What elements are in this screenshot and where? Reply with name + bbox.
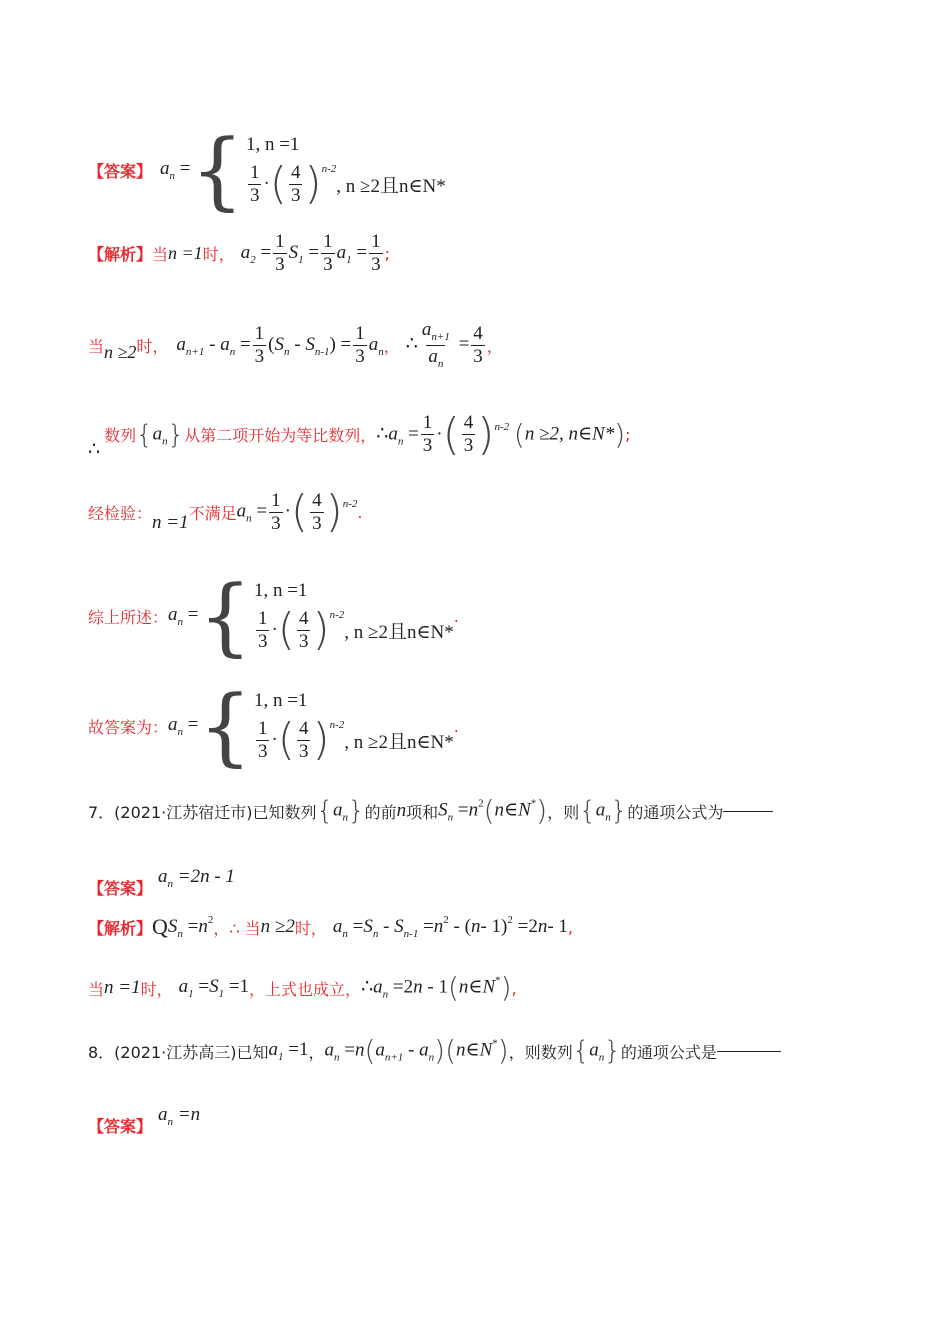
summary-cases: { 1, n =1 $\frac{1}{3}$ · ( $\frac{4}{3}$ ) n-2 , n ≥2且n∈N* (198, 567, 454, 665)
analysis-tag: 【解析】 (88, 244, 153, 264)
case-2: $\frac{1}{3}$ · ( $\frac{4}{3}$ ) n-2 , n ≥2且n∈N* (249, 158, 446, 209)
q6-answer-line (88, 121, 446, 219)
answer-blank (717, 1051, 781, 1052)
answer-blank (723, 811, 773, 812)
formula-recurrence: $a_{n+1} - a_n$ = $\frac{1}{3}$ $(S_n - S_{n-1})$ = $\frac{1}{3}$ $a_n$ (176, 322, 384, 367)
case-1: 1, n =1 (245, 134, 300, 155)
q8-question: 8．(2021·江苏高三)已知 $a_1 =1$ ， $a_n =n(a_{n+1}$ - $a_n)(n\in N^*)$ ，则数列 $\{a_n\}$ 的通项公式是 (88, 1036, 781, 1066)
formula-a2: $a_2$ = $\frac{1}{3}$ $S_1$ = $\frac{1}{3}$ $a_1$ = $\frac{1}{3}$ (240, 231, 381, 275)
q7-analysis2: 当 n =1 时， $a_1 =S_1 =1$ ，上式也成立， $\therefore a_n =2n$ - 1(n∈N*) , (88, 971, 517, 1004)
q6-check-line: 经检验： n =1 不满足 $a_n$ = $\frac{1}{3}$ ·( $\frac{4}{3}$ )$^{n-2}$ . (88, 486, 363, 537)
q8-answer: 【答案】 $a_n =n$ (88, 1103, 201, 1136)
q6-analysis-line2: 当 n ≥2 时， $a_{n+1} - a_n$ = $\frac{1}{3}$ $(S_n - S_{n-1})$ = $\frac{1}{3}$ $a_n$ ， ∴ $\frac{a_{n+1}}{a_n}$ = $\frac{4}{3}$ ， (88, 319, 503, 370)
q6-final-line: 故答案为： $a_n$ = { 1, n =1 $\frac{1}{3}$ · ( $\frac{4}{3}$ ) n-2 , n ≥2且n∈N* . (88, 677, 459, 775)
q6-analysis-line1: 【解析】 当 n =1 时， $a_2$ = $\frac{1}{3}$ $S_1$ = $\frac{1}{3}$ $a_1$ = $\frac{1}{3}$ ; (88, 231, 390, 275)
q6-answer-cases: { 1, n =1 $\frac{1}{3}$ · ( $\frac{4}{3}$ ) n-2 , n ≥2且n∈N* (190, 121, 446, 219)
formula-ratio: ∴ $\frac{a_{n+1}}{a_n}$ = $\frac{4}{3}$ (405, 319, 483, 370)
final-cases: { 1, n =1 $\frac{1}{3}$ · ( $\frac{4}{3}$ ) n-2 , n ≥2且n∈N* (198, 677, 454, 775)
q7-analysis1: 【解析】 Q $S_n =n^2$ ，∴ 当 n ≥2 时， $a_n =S_n - S_{n-1} =n^2 - (n-$ 1)$^2$ =2n- 1 , (88, 914, 573, 940)
q6-summary-line: 综上所述： $a_n$ = { 1, n =1 $\frac{1}{3}$ · ( $\frac{4}{3}$ ) n-2 , n ≥2且n∈N* . (88, 567, 459, 665)
formula-general: $\therefore a_n$ = $\frac{1}{3}$ ·( $\frac{4}{3}$ )$^{n-2}$ (n ≥2, n∈N*) (376, 408, 626, 460)
formula-check: $a_n$ = $\frac{1}{3}$ ·( $\frac{4}{3}$ )$^{n-2}$ (236, 486, 358, 537)
q6-analysis-line3: ∴ 数列 $\{a_n\}$ 从第二项开始为等比数列， $\therefore a_n$ = $\frac{1}{3}$ ·( $\frac{4}{3}$ )$^{n-2}$ (n ≥2, n∈N*) ; (88, 408, 631, 460)
q6-answer-formula: $a_n$ = (160, 158, 191, 182)
q7-question: 7．(2021·江苏宿迁市)已知数列 $\{a_n\}$ 的前 n 项和 $S_n$ $=n^2(n\in N^*)$ ，则 $\{a_n\}$ 的通项公式为 (88, 796, 773, 826)
answer-tag: 【答案】 (88, 161, 153, 181)
q7-answer: 【答案】 $a_n =2n - 1$ (88, 865, 235, 898)
